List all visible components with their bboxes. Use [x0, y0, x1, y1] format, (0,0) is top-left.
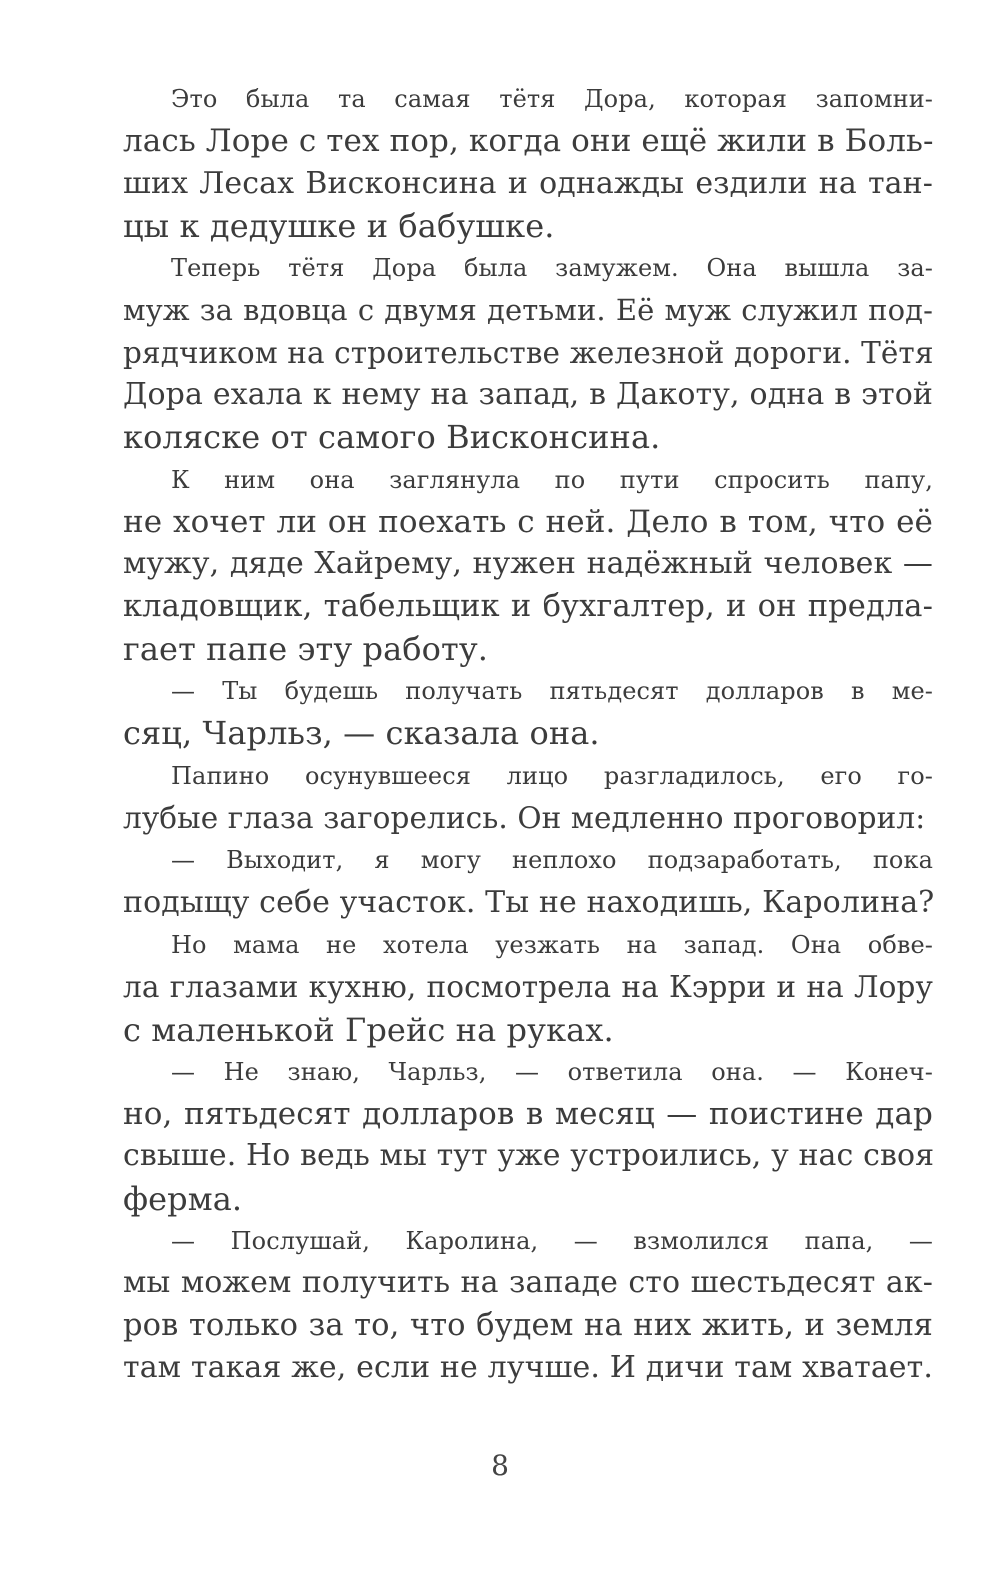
text-line: Это была та самая тётя Дора, которая запомни- [171, 85, 933, 113]
text-line: — Не знаю, Чарльз, — ответила она. — Конеч- [171, 1057, 933, 1086]
text-line: Папино осунувшееся лицо разгладилось, его го- [171, 761, 933, 790]
text-line: цы к дедушке и бабушке. [123, 206, 555, 245]
text-line: Но мама не хотела уезжать на запад. Она обве- [171, 930, 933, 959]
text-line: лась Лоре с тех пор, когда они ещё жили в Боль- [123, 123, 934, 160]
text-line: ров только за то, что будем на них жить, и земля [123, 1307, 933, 1343]
text-line: но, пятьдесят долларов в месяц — поистине дар [123, 1096, 933, 1133]
paragraph-1 [123, 78, 933, 247]
paragraph-2 [123, 247, 933, 458]
text-line: ла глазами кухню, посмотрела на Кэрри и на Лору [123, 970, 933, 1005]
text-line: рядчиком на строительстве железной дороги. Тётя [123, 335, 934, 370]
book-page-text [123, 78, 933, 1389]
text-line: не хочет ли он поехать с ней. Дело в том, что её [123, 503, 933, 540]
text-line: — Ты будешь получать пятьдесят долларов в ме- [171, 677, 933, 706]
text-line: Дора ехала к нему на запад, в Дакоту, одна в этой [123, 377, 933, 413]
text-line: — Послушай, Каролина, — взмолился папа, — [171, 1227, 933, 1256]
text-line: коляске от самого Висконсина. [123, 418, 661, 457]
text-line: свыше. Но ведь мы тут уже устроились, у нас своя [123, 1138, 935, 1174]
text-line: кладовщик, табельщик и бухгалтер, и он предла- [123, 588, 933, 624]
text-line: подыщу себе участок. Ты не находишь, Каролина? [123, 884, 935, 920]
paragraph-8 [123, 1051, 933, 1220]
paragraph-3 [123, 459, 933, 670]
paragraph-4 [123, 670, 933, 755]
text-line: гает папе эту работу. [123, 629, 489, 668]
text-line: мужу, дяде Хайрему, нужен надёжный человек — [123, 546, 933, 582]
text-line: мы можем получить на западе сто шестьдесят ак- [123, 1265, 933, 1301]
text-line: К ним она заглянула по пути спросить папу, [171, 465, 933, 494]
text-line: с маленькой Грейс на руках. [123, 1010, 614, 1049]
paragraph-6 [123, 839, 933, 924]
paragraph-7 [123, 924, 933, 1051]
text-line: сяц, Чарльз, — сказала она. [123, 714, 600, 753]
text-line: ферма. [123, 1179, 243, 1218]
paragraph-5 [123, 755, 933, 840]
page-number: 8 [491, 1449, 509, 1482]
text-line: ших Лесах Висконсина и однажды ездили на тан- [123, 165, 933, 201]
text-line: лубые глаза загорелись. Он медленно проговорил: [123, 801, 926, 836]
text-line: муж за вдовца с двумя детьми. Её муж служил под- [123, 293, 933, 328]
paragraph-9 [123, 1220, 933, 1389]
text-line: там такая же, если не лучше. И дичи там хватает. [123, 1349, 933, 1385]
text-line: Теперь тётя Дора была замужем. Она вышла за- [171, 254, 933, 283]
text-line: — Выходит, я могу неплохо подзаработать, пока [171, 846, 933, 875]
